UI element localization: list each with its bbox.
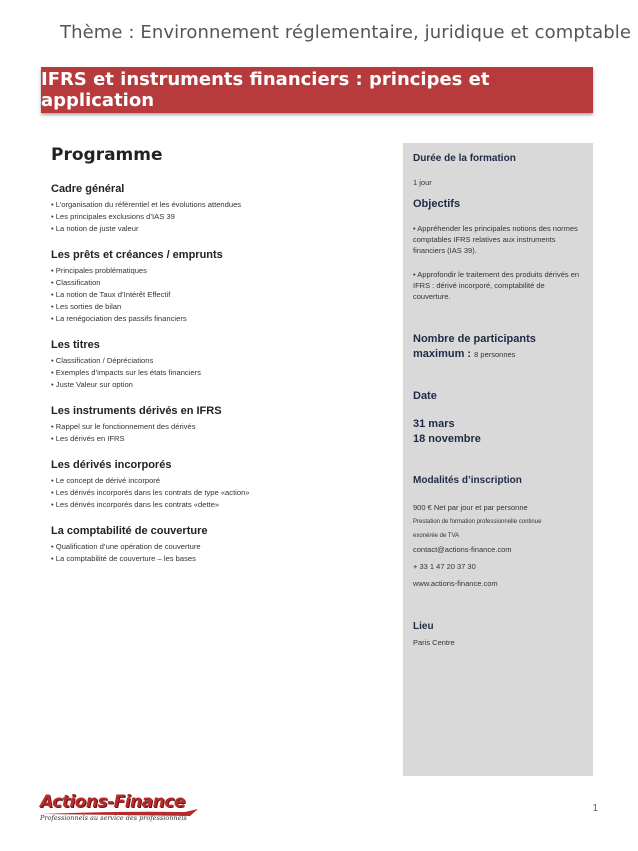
section-bullet: • Les principales exclusions d’IAS 39: [51, 211, 381, 223]
info-panel: [403, 143, 593, 776]
section-bullet: • La comptabilité de couverture – les bases: [51, 553, 381, 565]
contact-email-link[interactable]: contact@actions-finance.com: [413, 545, 512, 554]
section-bullet: • Les dérivés incorporés dans les contrats «dette»: [51, 499, 381, 511]
participants-max: [413, 348, 515, 360]
training-note-1: Prestation de formation professionnelle continue: [413, 519, 542, 525]
program-section: [51, 249, 381, 325]
date-2: 18 novembre: [413, 433, 481, 445]
program-section: [51, 525, 381, 565]
section-bullet: • Rappel sur le fonctionnement des dérivés: [51, 421, 381, 433]
participants-heading: Nombre de participants: [413, 333, 536, 345]
section-bullet: • Principales problématiques: [51, 265, 381, 277]
section-bullet: • Classification / Dépréciations: [51, 355, 381, 367]
course-title: IFRS et instruments financiers : principes et application: [41, 69, 490, 111]
program-section: [51, 459, 381, 511]
section-heading: Les dérivés incorporés: [51, 459, 172, 471]
section-bullet: • La renégociation des passifs financiers: [51, 313, 381, 325]
section-bullet: • Exemples d’impacts sur les états financiers: [51, 367, 381, 379]
section-bullet: • Les dérivés en IFRS: [51, 433, 381, 445]
program-title: Programme: [51, 145, 163, 165]
theme-heading: Thème : Environnement réglementaire, juridique et comptable: [60, 22, 632, 43]
objective-1: • Appréhender les principales notions des normes comptables IFRS relatives aux instruments financiers (IAS 39).: [413, 224, 578, 255]
section-bullet: • La notion de Taux d’Intérêt Effectif: [51, 289, 381, 301]
course-title-banner: [41, 67, 593, 113]
objective-2: • Approfondir le traitement des produits dérivés en IFRS : dérivé incorporé, comptabilité de couverture.: [413, 270, 580, 301]
date-heading: Date: [413, 390, 437, 402]
location-value: Paris Centre: [413, 638, 455, 647]
section-heading: La comptabilité de couverture: [51, 525, 208, 537]
section-heading: Cadre général: [51, 183, 125, 195]
section-bullet: • Qualification d’une opération de couverture: [51, 541, 381, 553]
section-bullet: • Juste Valeur sur option: [51, 379, 381, 391]
program-section: [51, 339, 381, 391]
training-note-2: exonérée de TVA: [413, 533, 460, 539]
website-link[interactable]: www.actions-finance.com: [413, 579, 498, 588]
contact-phone: + 33 1 47 20 37 30: [413, 562, 476, 571]
section-bullet: • Les dérivés incorporés dans les contrats de type «action»: [51, 487, 381, 499]
program-section: [51, 405, 381, 445]
section-heading: Les titres: [51, 339, 100, 351]
location-heading: Lieu: [413, 621, 434, 632]
company-logo: [40, 792, 200, 830]
section-bullet: • La notion de juste valeur: [51, 223, 381, 235]
objectives-heading: Objectifs: [413, 198, 461, 210]
section-bullet: • Classification: [51, 277, 381, 289]
section-bullet: • Les sorties de bilan: [51, 301, 381, 313]
participants-value: 8 personnes: [474, 350, 516, 359]
program-sections: [51, 183, 381, 565]
price-text: 900 € Net par jour et par personne: [413, 503, 528, 512]
logo-tagline: Professionnels au service des professionnels: [40, 814, 187, 822]
section-heading: Les prêts et créances / emprunts: [51, 249, 223, 261]
duration-heading: Durée de la formation: [413, 153, 516, 164]
inscription-heading: Modalités d’inscription: [413, 475, 522, 486]
duration-value: 1 jour: [413, 178, 432, 187]
section-heading: Les instruments dérivés en IFRS: [51, 405, 222, 417]
date-1: 31 mars: [413, 418, 455, 430]
program-section: [51, 183, 381, 235]
section-bullet: • L’organisation du référentiel et les évolutions attendues: [51, 199, 381, 211]
page-number: 1: [592, 803, 598, 814]
section-bullet: • Le concept de dérivé incorporé: [51, 475, 381, 487]
logo-name: Actions-Finance: [40, 792, 185, 812]
participants-max-label: maximum :: [413, 348, 472, 360]
program-column: [51, 145, 381, 579]
